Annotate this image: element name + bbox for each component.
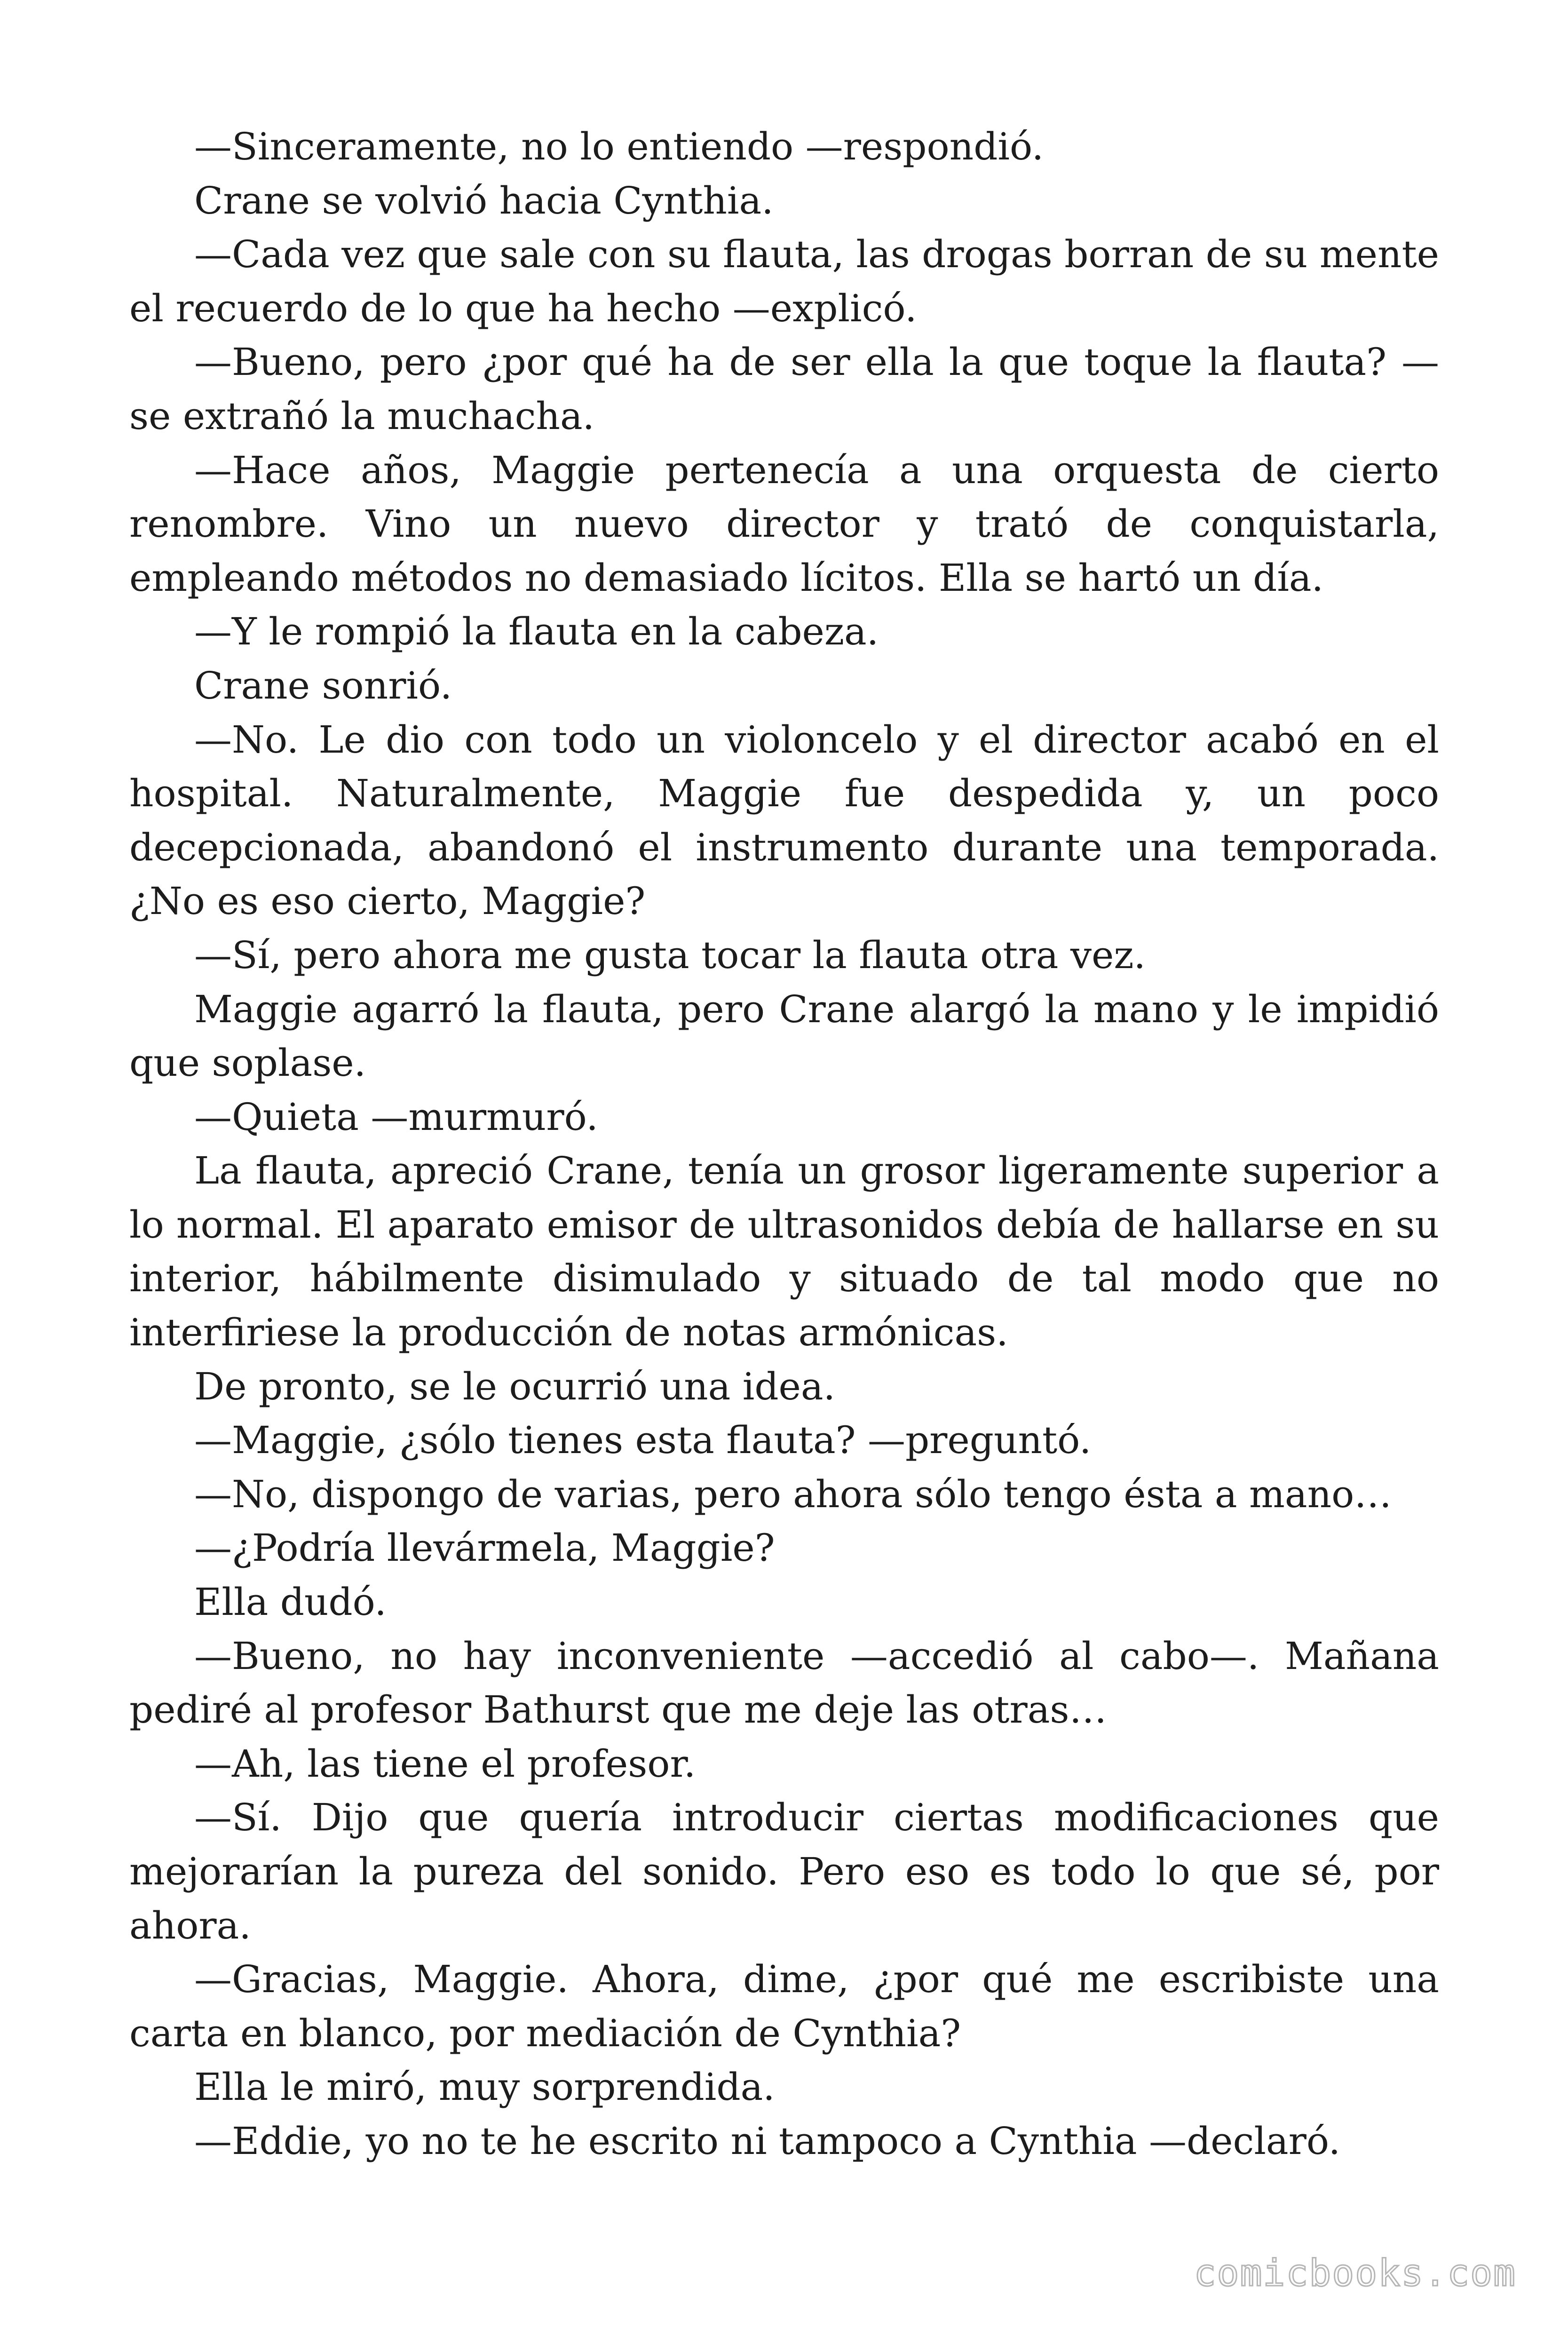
paragraph-10: Maggie agarró la flauta, pero Crane alargó la mano y le impidió que soplase. bbox=[129, 987, 1439, 1085]
paragraph-23: —Eddie, yo no te he escrito ni tampoco a Cynthia —declaró. bbox=[194, 2119, 1341, 2163]
paragraph-2: Crane se volvió hacia Cynthia. bbox=[194, 178, 774, 222]
paragraph-6: —Y le rompió la flauta en la cabeza. bbox=[194, 610, 879, 654]
paragraph-11: —Quieta —murmuró. bbox=[194, 1095, 598, 1139]
paragraph-14: —Maggie, ¿sólo tienes esta flauta? —preguntó. bbox=[194, 1418, 1092, 1462]
paragraph-12: La flauta, apreció Crane, tenía un grosor ligeramente superior a lo normal. El aparato emisor de ultrasonidos debía de hallarse en su interior, hábilmente disimulado y situado de tal modo que no interfiriese la producción de notas armónicas. bbox=[129, 1149, 1439, 1355]
paragraph-3: —Cada vez que sale con su flauta, las drogas borran de su mente el recuerdo de lo que ha hecho —explicó. bbox=[129, 232, 1439, 330]
paragraph-13: De pronto, se le ocurrió una idea. bbox=[194, 1364, 836, 1408]
paragraph-21: —Gracias, Maggie. Ahora, dime, ¿por qué me escribiste una carta en blanco, por mediación de Cynthia? bbox=[129, 1957, 1439, 2055]
paragraph-4: —Bueno, pero ¿por qué ha de ser ella la que toque la flauta? —se extrañó la muchacha. bbox=[129, 340, 1439, 438]
paragraph-9: —Sí, pero ahora me gusta tocar la flauta otra vez. bbox=[194, 933, 1146, 977]
paragraph-16: —¿Podría llevármela, Maggie? bbox=[194, 1526, 775, 1570]
paragraph-20: —Sí. Dijo que quería introducir ciertas modificaciones que mejorarían la pureza del sonido. Pero eso es todo lo que sé, por ahora. bbox=[129, 1796, 1439, 1947]
paragraph-17: Ella dudó. bbox=[194, 1580, 387, 1624]
paragraph-22: Ella le miró, muy sorprendida. bbox=[194, 2065, 775, 2109]
paragraph-7: Crane sonrió. bbox=[194, 663, 452, 707]
book-page-text bbox=[129, 120, 1439, 2169]
paragraph-18: —Bueno, no hay inconveniente —accedió al cabo—. Mañana pediré al profesor Bathurst que me deje las otras… bbox=[129, 1634, 1439, 1732]
paragraph-15: —No, dispongo de varias, pero ahora sólo tengo ésta a mano… bbox=[194, 1472, 1392, 1516]
paragraph-1: —Sinceramente, no lo entiendo —respondió. bbox=[194, 125, 1044, 168]
paragraph-8: —No. Le dio con todo un violoncelo y el director acabó en el hospital. Naturalmente, Maggie fue despedida y, un poco decepcionada, abandonó el instrumento durante una temporada. ¿No es eso cierto, Maggie? bbox=[129, 717, 1439, 923]
watermark: comicbooks.com bbox=[1194, 2252, 1516, 2295]
paragraph-5: —Hace años, Maggie pertenecía a una orquesta de cierto renombre. Vino un nuevo director y trató de conquistarla, empleando métodos no demasiado lícitos. Ella se hartó un día. bbox=[129, 448, 1439, 600]
paragraph-19: —Ah, las tiene el profesor. bbox=[194, 1741, 696, 1786]
